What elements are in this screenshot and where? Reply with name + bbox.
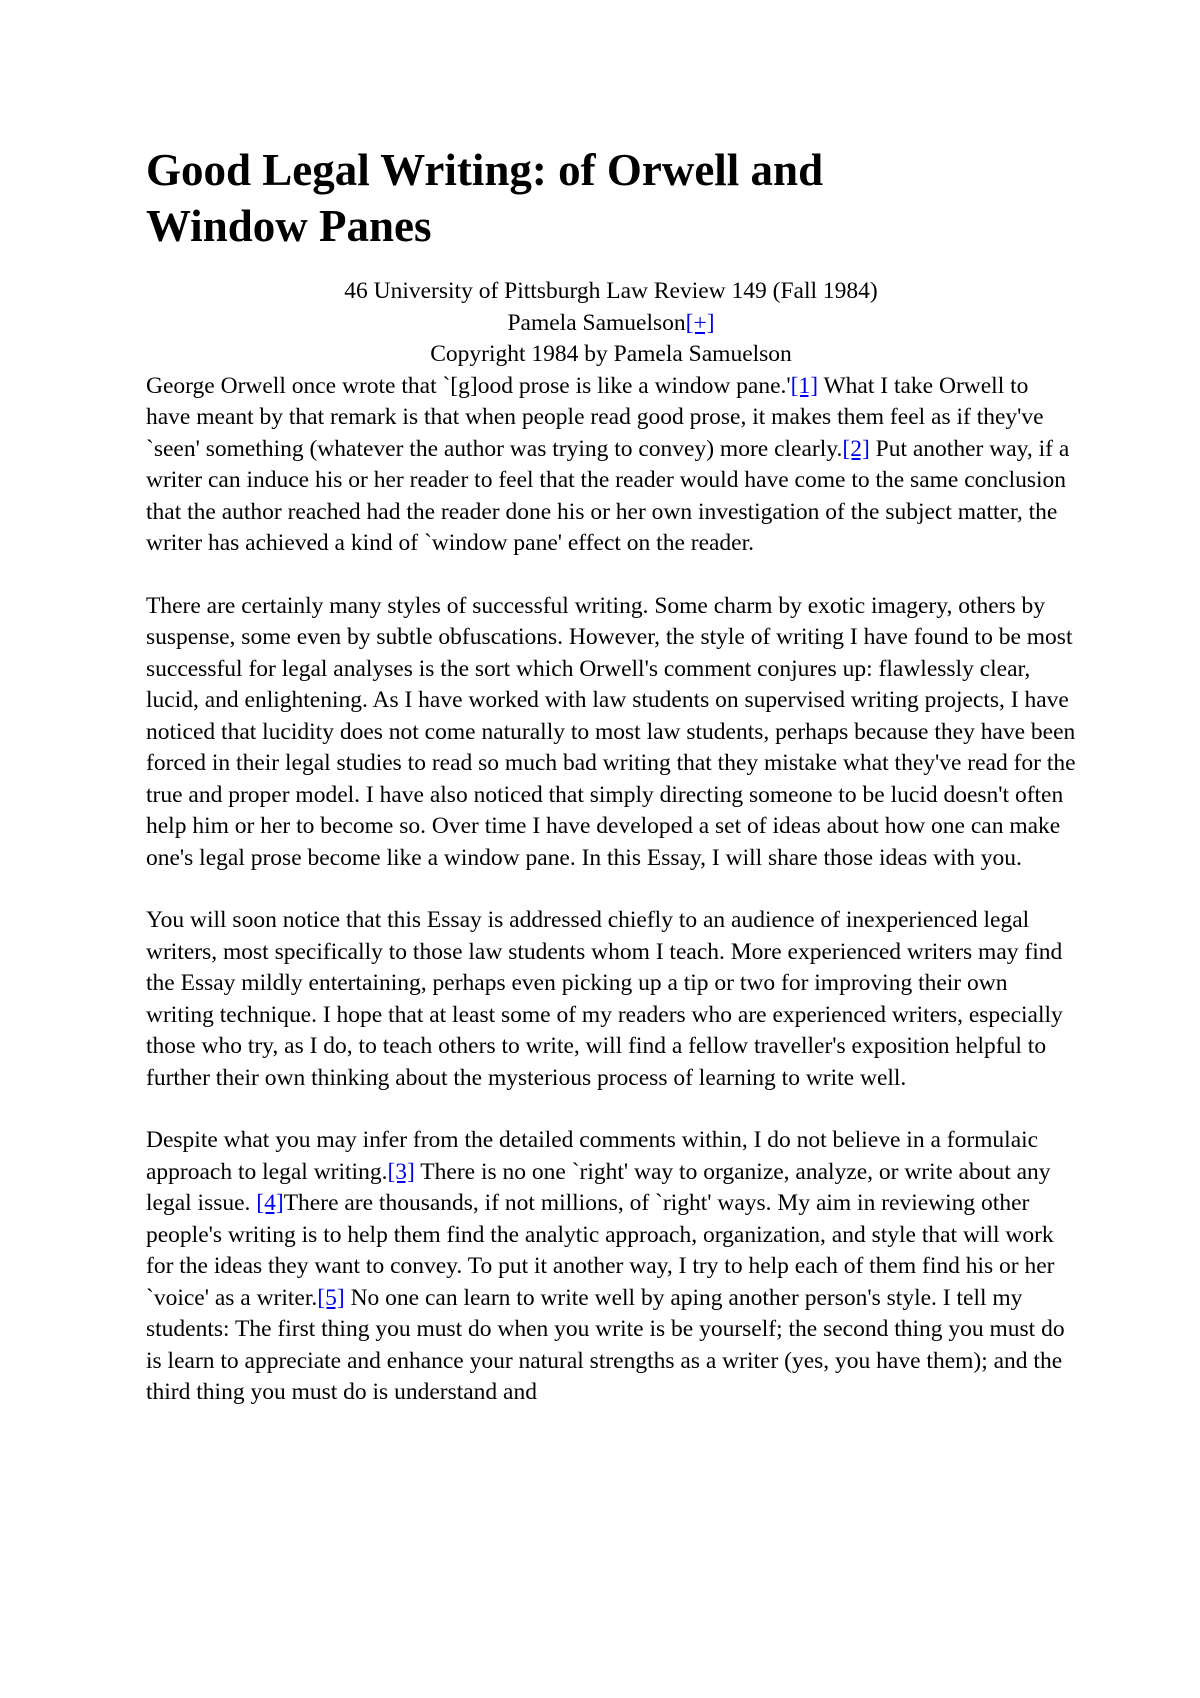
author-note-link[interactable]: [+]: [685, 309, 715, 336]
citation: 46 University of Pittsburgh Law Review 149 (Fall 1984): [344, 278, 878, 304]
paragraph-text: What I take Orwell to have meant by that remark is that when people read good prose, it makes them feel as if they've `seen' something (whatever the author was trying to convey) more clearly.: [146, 372, 1044, 462]
page-title: Good Legal Writing: of Orwell and Window Panes: [146, 145, 824, 251]
paragraph-1: [146, 371, 1076, 560]
footnote-link-2[interactable]: [2]: [842, 435, 870, 462]
copyright: Copyright 1984 by Pamela Samuelson: [430, 341, 792, 367]
paragraph-text: No one can learn to write well by aping another person's style. I tell my students: The first thing you must do when you write is be yourself; the second thing you must do is learn to appreciate and enhance your natural strengths as a writer (yes, you have them); and the third thing you must do is understand and: [146, 1284, 1065, 1405]
author-line: [146, 308, 1076, 340]
paragraph-text: George Orwell once wrote that `[g]ood prose is like a window pane.': [146, 372, 791, 399]
article-meta: [146, 276, 1076, 371]
paragraph-text: Despite what you may infer from the detailed comments within, I do not believe in a formulaic approach to legal writing.: [146, 1127, 1039, 1185]
paragraph-2: There are certainly many styles of successful writing. Some charm by exotic imagery, others by suspense, some even by subtle obfuscations. However, the style of writing I have found to be most successful for legal analyses is the sort which Orwell's comment conjures up: flawlessly clear, lucid, and enlightening. As I have worked with law students on supervised writing projects, I have noticed that lucidity does not come naturally to most law students, perhaps because they have been forced in their legal studies to read so much bad writing that they mistake what they've read for the true and proper model. I have also noticed that simply directing someone to be lucid doesn't often help him or her to become so. Over time I have developed a set of ideas about how one can make one's legal prose become like a window pane. In this Essay, I will share those ideas with you.: [146, 592, 1076, 871]
paragraph-3: You will soon notice that this Essay is addressed chiefly to an audience of inexperienced legal writers, most specifically to those law students whom I teach. More experienced writers may find the Essay mildly entertaining, perhaps even picking up a tip or two for improving their own writing technique. I hope that at least some of my readers who are experienced writers, especially those who try, as I do, to teach others to write, will find a fellow traveller's exposition helpful to further their own thinking about the mysterious process of learning to write well.: [146, 907, 1063, 1091]
author-name: Pamela Samuelson: [507, 309, 686, 336]
paragraph-text: There are thousands, if not millions, of `right' ways. My aim in reviewing other people's writing is to help them find the analytic approach, organization, and style that will work for the ideas they want to convey. To put it another way, I try to help each of them find his or her `voice' as a writer.: [146, 1190, 1055, 1311]
footnote-link-1[interactable]: [1]: [790, 372, 819, 399]
document-page: [146, 142, 1076, 1440]
footnote-link-3[interactable]: [3]: [387, 1158, 415, 1185]
paragraph-4: [146, 1125, 1076, 1409]
footnote-link-5[interactable]: [5]: [317, 1284, 345, 1311]
paragraph-text: There is no one `right' way to organize, analyze, or write about any legal issue.: [146, 1158, 1051, 1216]
paragraph-text: Put another way, if a writer can induce his or her reader to feel that the reader would have come to the same conclusion that the author reached had the reader done his or her own investigation of the subject matter, the writer has achieved a kind of `window pane' effect on the reader.: [146, 435, 1070, 556]
footnote-link-4[interactable]: [4]: [256, 1190, 284, 1216]
